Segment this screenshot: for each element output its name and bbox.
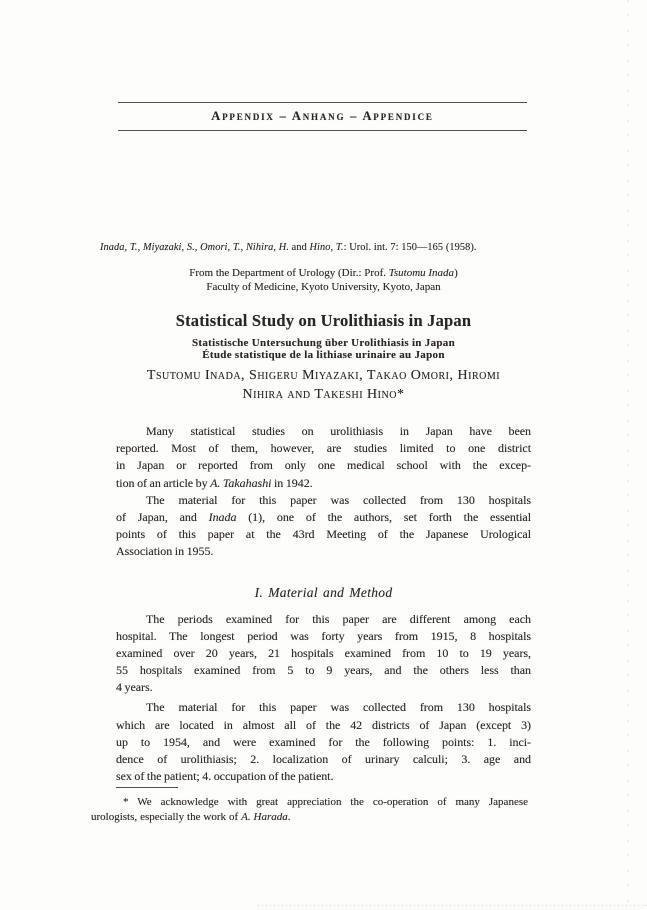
text: (1), one of the authors, set forth the essential <box>236 509 531 524</box>
paper-subtitle-german: Statistische Untersuchung über Urolithiasis in Japan <box>191 337 456 349</box>
text: The material for this paper was collected from 130 hospitals <box>146 492 531 507</box>
text: examined over 20 years, 21 hospitals examined from 10 to 19 years, <box>116 645 531 660</box>
text: * We acknowledge with great appreciation the co-operation of many Japanese <box>123 796 528 808</box>
text-line <box>116 662 531 679</box>
text-line <box>116 611 531 628</box>
text: urologists, especially the work of <box>91 811 242 824</box>
italic-text: Tsutomu Inada <box>388 267 455 279</box>
text: 55 hospitals examined from 5 to 9 years, and the others less than <box>116 663 531 678</box>
text-line <box>116 679 531 696</box>
footnote-rule <box>116 787 178 788</box>
text: The material for this paper was collected from 130 hospitals <box>146 700 531 715</box>
text-line <box>116 734 531 751</box>
text: up to 1954, and were examined for the following points: 1. inci- <box>116 734 531 749</box>
authors-line-2: Nihira and Takeshi Hino* <box>242 387 405 403</box>
text: sex of the patient; 4. occupation of the patient. <box>116 769 334 784</box>
text-line <box>116 628 531 645</box>
text: points of this paper at the 43rd Meeting of the Japanese Urological <box>116 527 531 542</box>
text: 4 years. <box>116 680 153 695</box>
affiliation-line-1 <box>96 267 551 281</box>
affiliation-line-2: Faculty of Medicine, Kyoto University, Kyoto, Japan <box>206 280 441 293</box>
text-line <box>116 717 531 734</box>
paper-title: Statistical Study on Urolithiasis in Japan <box>175 311 472 330</box>
text: Many statistical studies on urolithiasis in Japan have been <box>146 424 531 438</box>
italic-text: Inada, T., Miyazaki, S., Omori, T., Nihira, H. <box>100 242 289 253</box>
authors-line-1: Tsutomu Inada, Shigeru Miyazaki, Takao Omori, Hiromi <box>146 368 501 383</box>
text-line <box>116 526 531 543</box>
italic-text: Inada <box>208 509 237 524</box>
text-line <box>116 645 531 662</box>
paragraph-2 <box>116 492 531 561</box>
paragraph-3 <box>116 611 531 697</box>
text: in Japan or reported from only one medical school with the excep- <box>116 458 531 473</box>
text: tion of an article by <box>116 475 211 490</box>
text: dence of urolithiasis; 2. localization of urinary calculi; 3. age and <box>116 752 531 766</box>
text: and <box>289 242 310 253</box>
italic-text: A. Takahashi <box>210 475 272 490</box>
section-heading: I. Material and Method <box>254 584 393 600</box>
affiliation-block <box>96 267 551 295</box>
text-line <box>91 795 528 810</box>
text: From the Department of Urology (Dir.: Prof. <box>189 267 389 279</box>
text: which are located in almost all of the 42 districts of Japan (except 3) <box>116 717 531 732</box>
paragraph-4 <box>116 699 531 785</box>
text: in 1942. <box>271 475 313 490</box>
text: The periods examined for this paper are different among each <box>146 611 531 626</box>
text-line <box>91 810 528 825</box>
text: reported. Most of them, however, are studies limited to one district <box>116 441 531 456</box>
text: of Japan, and <box>116 509 209 524</box>
citation-line <box>100 242 545 253</box>
text-line <box>116 475 531 492</box>
text-line <box>116 543 531 560</box>
text: : Urol. int. 7: 150—165 (1958). <box>343 242 477 253</box>
italic-text: A. Harada <box>241 811 288 824</box>
footnote-block <box>91 795 528 826</box>
paper-subtitle-french: Étude statistique de la lithiase urinaire au Japon <box>202 349 445 361</box>
article-body <box>116 423 531 785</box>
scan-artifact-edge-noise <box>627 0 629 910</box>
text-line <box>116 457 531 474</box>
text-line <box>116 423 531 440</box>
text: ) <box>454 267 458 279</box>
text: Association in 1955. <box>116 544 214 559</box>
authors-block <box>60 366 587 404</box>
text: . <box>287 811 291 824</box>
italic-text: Hino, T. <box>309 242 344 253</box>
text-line <box>116 699 531 716</box>
text-line <box>116 440 531 457</box>
text-line <box>116 768 531 785</box>
paragraph-1 <box>116 423 531 492</box>
text-line <box>116 492 531 509</box>
text: hospital. The longest period was forty years from 1915, 8 hospitals <box>116 628 531 643</box>
appendix-band <box>118 102 527 131</box>
text-line <box>116 751 531 768</box>
scan-artifact-dotted-line <box>258 905 647 906</box>
text-line <box>116 509 531 526</box>
appendix-band-label: Appendix – Anhang – Appendice <box>211 109 434 123</box>
